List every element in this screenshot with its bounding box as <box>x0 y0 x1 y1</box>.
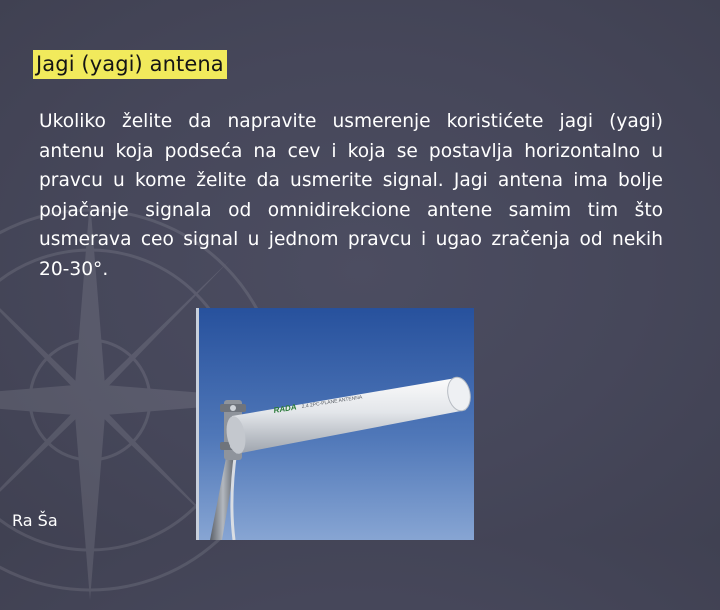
antenna-model-label: 2.4 2PC-PLANE ANTENNA <box>301 394 363 410</box>
body-paragraph: Ukoliko želite da napravite usmerenje koristićete jagi (yagi) antenu koja podseća na cev i koja se postavlja horizontalno u pravcu u kome želite da usmerite signal. Jagi antena ima bolje pojačanje signala od omnidirekcione antene samim tim što usmerava ceo signal u jednom pravcu i ugao zračenja od nekih 20-30°. <box>39 111 663 280</box>
antenna-brand-label: RADA <box>272 402 298 415</box>
slide-title: Jagi (yagi) antena <box>33 50 227 79</box>
yagi-antenna-photo <box>196 308 474 540</box>
footer-author: Ra Ša <box>12 511 58 530</box>
